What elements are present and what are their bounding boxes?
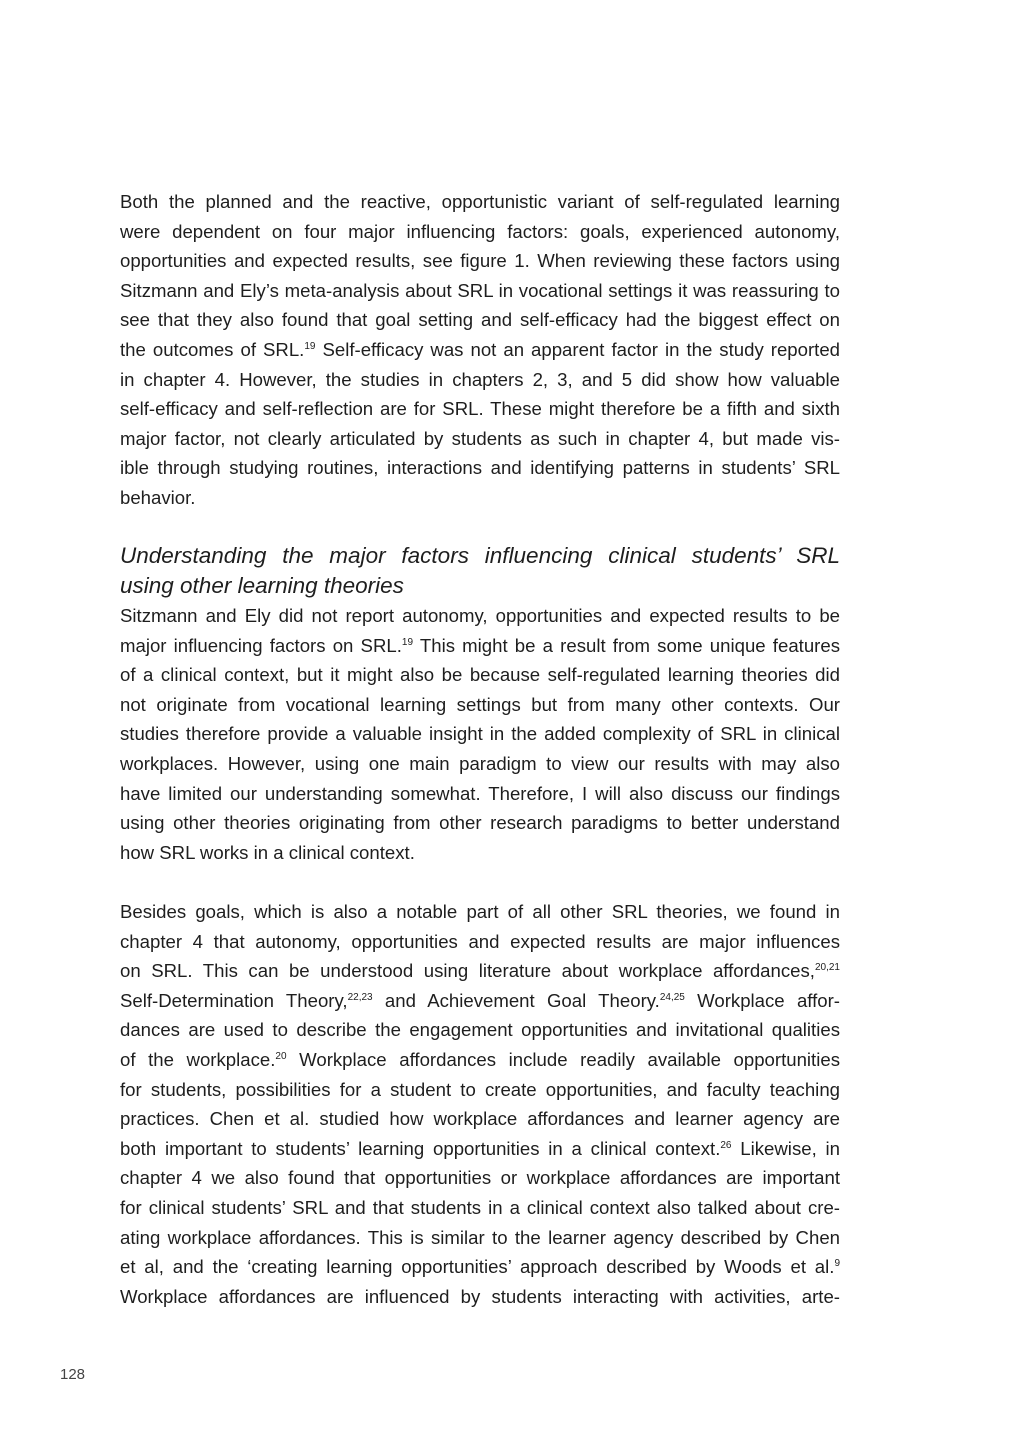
text-line: opportunities and expected results, see figure 1. When reviewing these factors using <box>120 250 840 272</box>
text-line: behavior. <box>120 486 196 508</box>
text-line <box>120 1252 840 1282</box>
text-line <box>120 1045 840 1075</box>
text-line: practices. Chen et al. studied how workplace affordances and learner agency are <box>120 1108 840 1130</box>
section-heading <box>120 541 840 600</box>
heading-line: Understanding the major factors influencing clinical students’ SRL <box>120 543 840 568</box>
citation-superscript: 20 <box>275 1050 287 1062</box>
text-fragment: on SRL. This can be understood using literature about workplace affordances, <box>120 960 815 982</box>
text-line <box>120 1134 840 1164</box>
text-line: Sitzmann and Ely did not report autonomy, opportunities and expected results to be <box>120 605 840 626</box>
text-line: major factor, not clearly articulated by students as such in chapter 4, but made vis- <box>120 427 840 449</box>
text-fragment: Workplace affor- <box>684 989 840 1011</box>
text-line: have limited our understanding somewhat. Therefore, I will also discuss our findings <box>120 782 840 804</box>
text-fragment: and Achievement Goal Theory. <box>372 989 660 1011</box>
text-line: of a clinical context, but it might also be because self-regulated learning theories did <box>120 664 840 686</box>
text-line: using other theories originating from other research paradigms to better understand <box>120 812 840 834</box>
text-line: for students, possibilities for a student to create opportunities, and faculty teaching <box>120 1078 840 1100</box>
text-line: in chapter 4. However, the studies in chapters 2, 3, and 5 did show how valuable <box>120 368 840 390</box>
text-line <box>120 986 840 1016</box>
text-line <box>120 956 840 986</box>
text-line: chapter 4 that autonomy, opportunities and expected results are major influences <box>120 930 840 952</box>
text-line: ible through studying routines, interactions and identifying patterns in students’ SRL <box>120 457 840 479</box>
text-fragment: Self-efficacy was not an apparent factor in the study reported <box>315 338 841 360</box>
text-fragment: the outcomes of SRL. <box>120 338 305 360</box>
page-number: 128 <box>60 1366 86 1383</box>
citation-superscript: 26 <box>720 1139 732 1151</box>
text-fragment: major influencing factors on SRL. <box>120 634 402 656</box>
text-fragment: et al, and the ‘creating learning opportunities’ approach described by Woods et al. <box>120 1256 835 1278</box>
text-line <box>120 335 840 365</box>
text-line: Sitzmann and Ely’s meta-analysis about SRL in vocational settings it was reassuring to <box>120 279 840 301</box>
text-line: how SRL works in a clinical context. <box>120 841 415 863</box>
paragraph-1 <box>120 187 840 513</box>
citation-superscript: 9 <box>834 1258 840 1270</box>
text-line: see that they also found that goal setting and self-efficacy had the biggest effect on <box>120 309 840 331</box>
paragraph-3 <box>120 897 840 1311</box>
text-line: studies therefore provide a valuable insight in the added complexity of SRL in clinical <box>120 723 840 745</box>
text-fragment: This might be a result from some unique features <box>413 634 840 656</box>
text-line: Besides goals, which is also a notable part of all other SRL theories, we found in <box>120 901 840 922</box>
text-fragment: Workplace affordances include readily available opportunities <box>286 1048 840 1070</box>
text-line: ating workplace affordances. This is similar to the learner agency described by Chen <box>120 1226 840 1248</box>
citation-superscript: 22,23 <box>347 991 373 1003</box>
text-line: not originate from vocational learning settings but from many other contexts. Our <box>120 693 840 715</box>
citation-superscript: 20,21 <box>814 962 840 974</box>
text-line: were dependent on four major influencing factors: goals, experienced autonomy, <box>120 220 840 242</box>
citation-superscript: 19 <box>304 340 316 352</box>
text-line: chapter 4 we also found that opportunities or workplace affordances are important <box>120 1167 840 1189</box>
paragraph-2 <box>120 601 840 867</box>
text-line: Workplace affordances are influenced by students interacting with activities, arte- <box>120 1285 840 1307</box>
text-fragment: of the workplace. <box>120 1048 276 1070</box>
text-fragment: both important to students’ learning opportunities in a clinical context. <box>120 1137 721 1159</box>
text-line: workplaces. However, using one main paradigm to view our results with may also <box>120 752 840 774</box>
text-line: self-efficacy and self-reflection are for SRL. These might therefore be a fifth and sixth <box>120 398 840 420</box>
citation-superscript: 19 <box>401 636 414 648</box>
text-fragment: Likewise, in <box>731 1137 840 1159</box>
text-line: dances are used to describe the engagement opportunities and invitational qualities <box>120 1019 840 1041</box>
citation-superscript: 24,25 <box>659 991 685 1003</box>
text-fragment: Self-Determination Theory, <box>120 989 348 1011</box>
text-line: for clinical students’ SRL and that students in a clinical context also talked about cre- <box>120 1196 840 1218</box>
text-line: Both the planned and the reactive, opportunistic variant of self-regulated learning <box>120 191 840 212</box>
heading-line: using other learning theories <box>120 572 404 598</box>
text-line <box>120 631 840 661</box>
